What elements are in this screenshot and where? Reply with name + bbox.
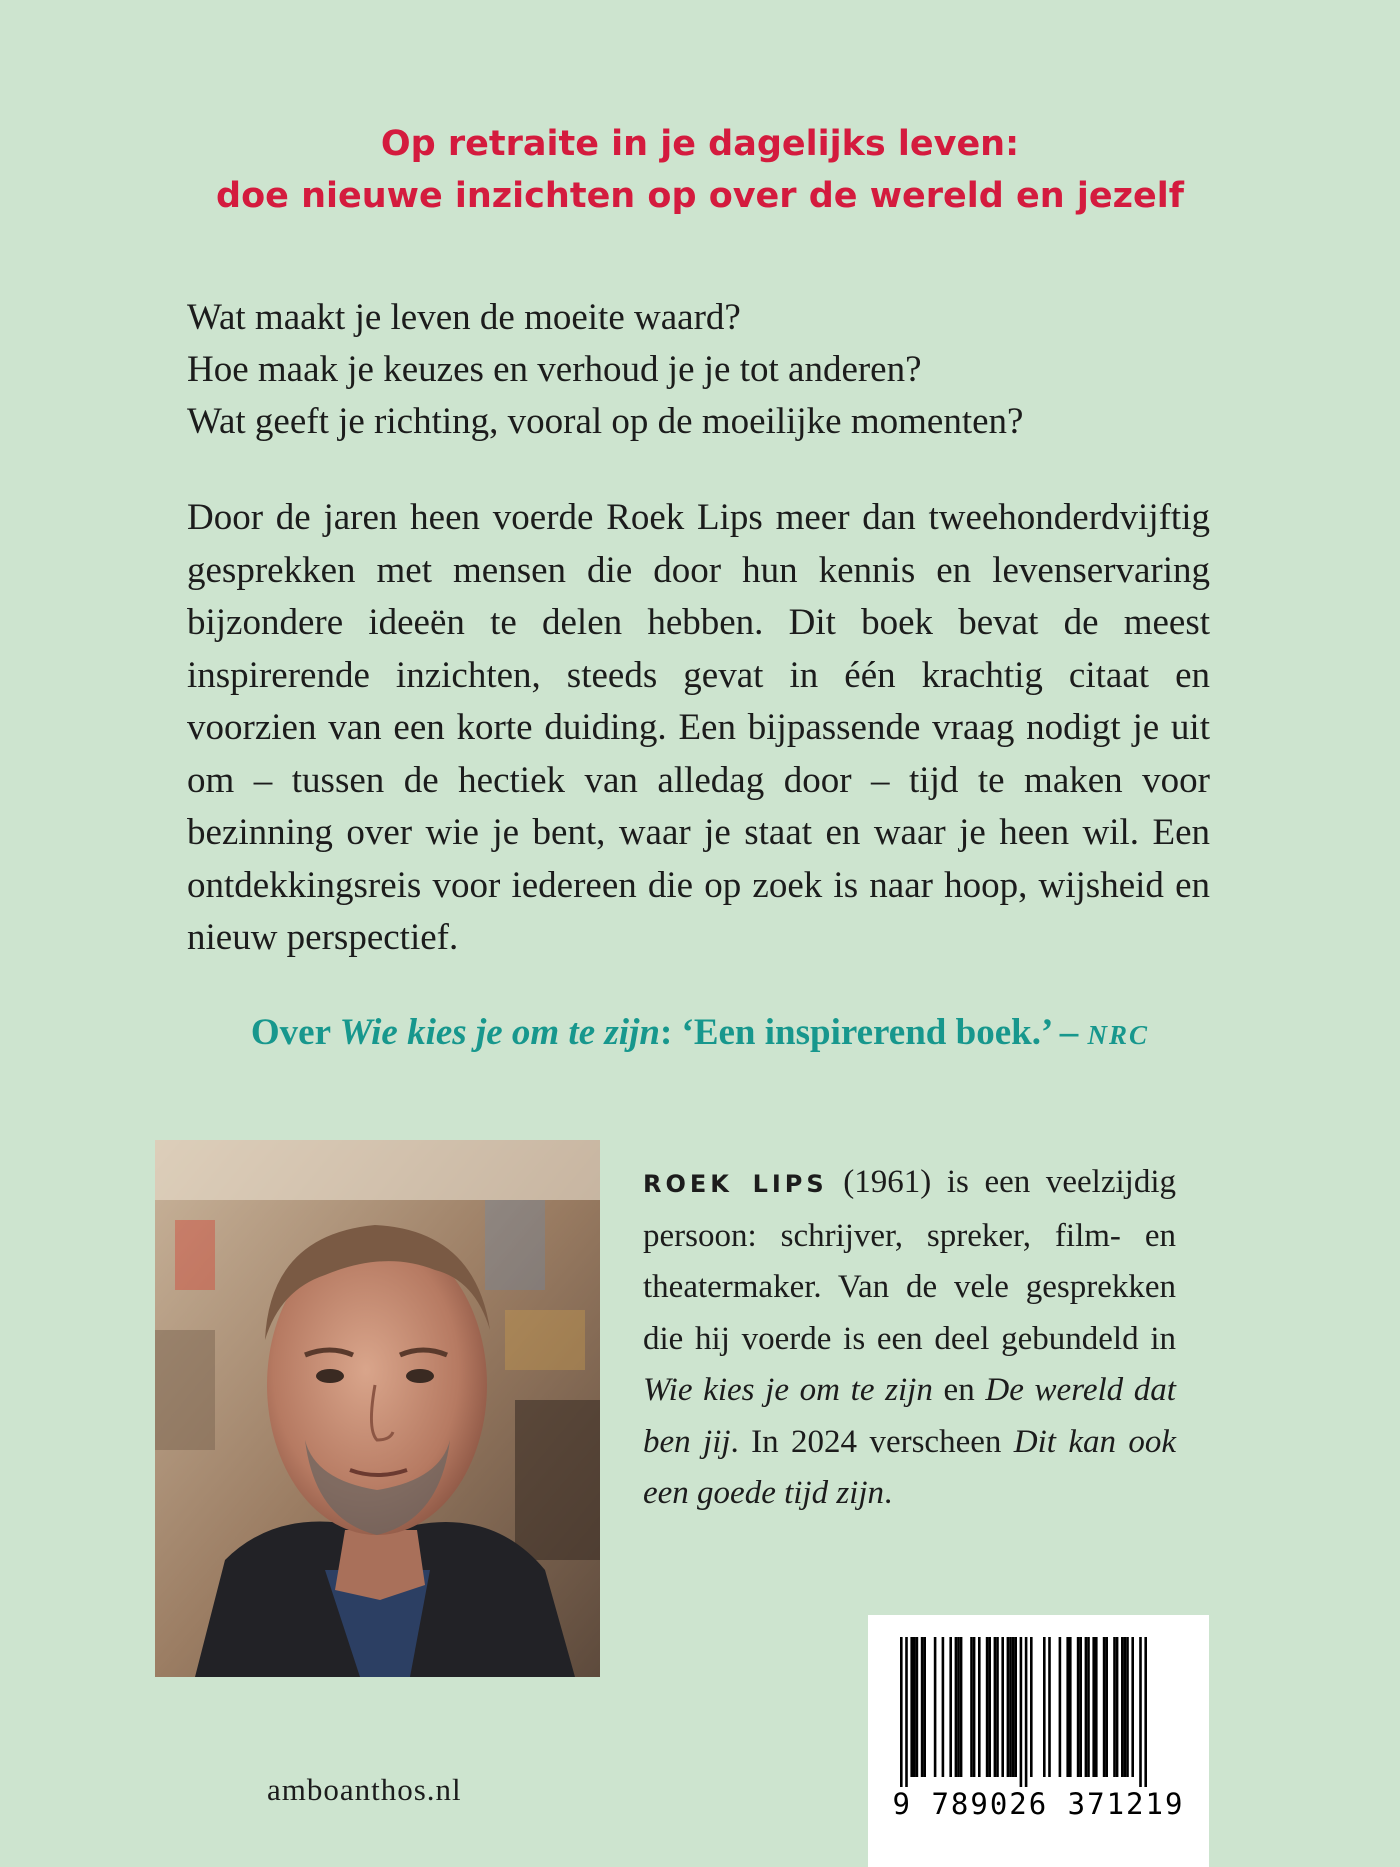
barcode-bar xyxy=(1124,1637,1127,1777)
question-2: Hoe maak je keuzes en verhoud je je tot anderen? xyxy=(187,349,922,390)
barcode-bar xyxy=(913,1637,916,1777)
bio-text-1: (1961) is een veelzijdig persoon: schrijver, spreker, film- en theatermaker. Van de vele gesprekken die hij voerde is een deel gebundeld in xyxy=(643,1164,1176,1357)
headline-line-2: doe nieuwe inzichten op over de wereld en jezelf xyxy=(216,176,1184,216)
barcode-bar xyxy=(978,1637,981,1777)
barcode-bar xyxy=(1059,1637,1062,1777)
barcode-bar xyxy=(1077,1637,1080,1777)
book-description: Door de jaren heen voerde Roek Lips meer dan tweehonderdvijftig gesprekken met mensen die door hun kennis en levenservaring bijzondere ideeën te delen hebben. Dit boek bevat de meest inspirerende inzichten, steeds gevat in één krachtig citaat en voorzien van een korte duiding. Een bijpassende vraag nodigt je uit om – tussen de hectiek van alledag door – tijd te maken voor bezinning over wie je bent, waar je staat en waar je heen wil. Een ontdekkingsreis voor iedereen die op zoek is naar hoop, wijsheid en nieuw perspectief. xyxy=(187,497,1210,958)
barcode-bar xyxy=(994,1637,997,1777)
barcode-bar xyxy=(1020,1637,1023,1787)
barcode-bar xyxy=(1009,1637,1012,1777)
bio-text-4: . xyxy=(884,1475,893,1511)
barcode-bar xyxy=(955,1637,958,1777)
author-bio xyxy=(643,1157,1176,1520)
author-name: ROEK LIPS xyxy=(643,1170,828,1198)
author-photo xyxy=(155,1140,600,1677)
quote-prefix: Over xyxy=(250,1012,340,1053)
bio-title-1: Wie kies je om te zijn xyxy=(643,1372,933,1408)
barcode-bar xyxy=(1030,1637,1033,1777)
barcode-bar xyxy=(996,1637,999,1777)
barcode-bar xyxy=(1085,1637,1088,1777)
barcode-bar xyxy=(923,1637,926,1777)
bio-text-3: . In 2024 verscheen xyxy=(730,1423,1014,1460)
barcode-bar xyxy=(1103,1637,1106,1777)
barcode-bar xyxy=(942,1637,945,1777)
isbn-digits: 9 789026 371219 xyxy=(892,1787,1185,1821)
barcode-bar xyxy=(1087,1637,1090,1777)
barcode-bar xyxy=(1121,1637,1124,1777)
publisher-website[interactable]: amboanthos.nl xyxy=(267,1772,462,1807)
quote-source: NRC xyxy=(1087,1020,1150,1050)
barcode-bar xyxy=(905,1637,908,1787)
press-quote xyxy=(0,1007,1400,1061)
barcode-bar xyxy=(1113,1637,1116,1777)
barcode-bar xyxy=(1066,1637,1069,1777)
headline xyxy=(0,118,1400,222)
barcode-bar xyxy=(1007,1637,1010,1777)
isbn-barcode xyxy=(868,1615,1209,1867)
barcode-bar xyxy=(1095,1637,1098,1777)
barcode-bar xyxy=(1126,1637,1129,1777)
barcode-bar xyxy=(910,1637,913,1777)
barcode-bar xyxy=(1069,1637,1072,1777)
barcode-bar xyxy=(1079,1637,1082,1777)
barcode-bar xyxy=(949,1637,952,1777)
headline-line-1: Op retraite in je dagelijks leven: xyxy=(380,124,1020,164)
barcode-bar xyxy=(970,1637,973,1777)
barcode-bar xyxy=(916,1637,919,1777)
barcode-bars xyxy=(868,1615,1209,1790)
barcode-bar xyxy=(1144,1637,1147,1787)
barcode-bar xyxy=(1048,1637,1051,1777)
barcode-bar xyxy=(957,1637,960,1777)
barcode-bar xyxy=(1025,1637,1028,1787)
barcode-bar xyxy=(1001,1637,1004,1777)
quote-book-title: Wie kies je om te zijn xyxy=(339,1012,660,1053)
quote-text: : ‘Een inspirerend boek.’ – xyxy=(659,1012,1088,1053)
barcode-bar xyxy=(1131,1637,1134,1777)
barcode-bar xyxy=(1116,1637,1119,1777)
barcode-bar xyxy=(900,1637,903,1787)
bio-title-3: Dit kan ook een goede tijd zijn xyxy=(643,1423,1177,1511)
barcode-bar xyxy=(986,1637,989,1777)
barcode-bar xyxy=(1105,1637,1108,1777)
question-3: Wat geeft je richting, vooral op de moeilijke momenten? xyxy=(187,401,1024,442)
barcode-bar xyxy=(1012,1637,1015,1777)
barcode-bar xyxy=(988,1637,991,1777)
barcode-bar xyxy=(1092,1637,1095,1777)
bio-title-2: De wereld dat ben jij xyxy=(643,1372,1176,1460)
barcode-bar xyxy=(934,1637,937,1777)
barcode-bar xyxy=(973,1637,976,1777)
barcode-bar xyxy=(960,1637,963,1777)
barcode-bar xyxy=(1139,1637,1142,1787)
bio-text-2: en xyxy=(932,1372,986,1408)
questions xyxy=(187,292,1217,448)
barcode-bar xyxy=(921,1637,924,1777)
question-1: Wat maakt je leven de moeite waard? xyxy=(187,297,741,338)
barcode-bar xyxy=(1014,1637,1017,1777)
barcode-bar xyxy=(1043,1637,1046,1777)
